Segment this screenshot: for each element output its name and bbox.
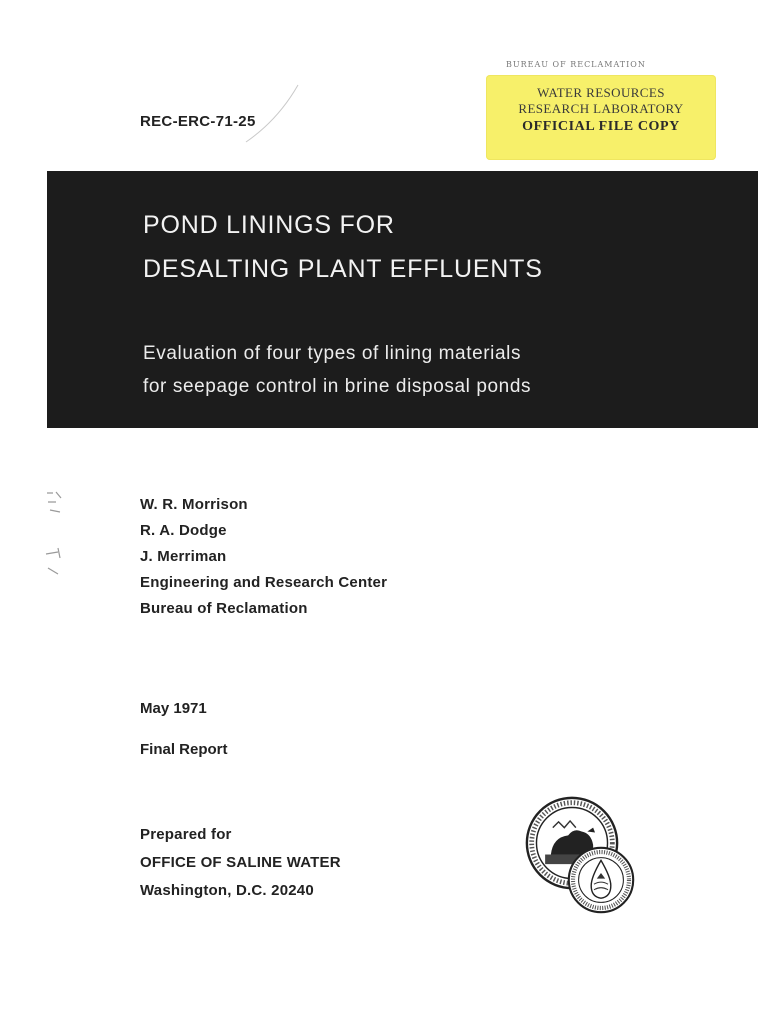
stamp-line-2: RESEARCH LABORATORY <box>518 101 684 116</box>
prepared-for-block <box>140 821 341 905</box>
title-line-2: DESALTING PLANT EFFLUENTS <box>143 255 543 283</box>
stamp-line-1: WATER RESOURCES <box>537 85 665 100</box>
report-type: Final Report <box>140 741 228 758</box>
stamp-header-text: BUREAU OF RECLAMATION <box>506 60 646 69</box>
subtitle-line-2: for seepage control in brine disposal ponds <box>143 376 532 397</box>
pen-stroke-mark <box>238 80 308 150</box>
authors-block <box>140 492 387 622</box>
prepared-for-label: Prepared for <box>140 826 232 843</box>
agency-name: OFFICE OF SALINE WATER <box>140 854 341 871</box>
official-file-copy-stamp <box>486 75 716 160</box>
agency-address: Washington, D.C. 20240 <box>140 882 314 899</box>
scan-mark <box>42 488 82 588</box>
title-banner <box>47 171 758 428</box>
organization-line: Bureau of Reclamation <box>140 600 308 617</box>
stamp-line-3: OFFICIAL FILE COPY <box>522 119 680 134</box>
report-number: REC-ERC-71-25 <box>140 113 256 130</box>
organization-line: Engineering and Research Center <box>140 574 388 591</box>
author-name: J. Merriman <box>140 548 227 565</box>
subtitle-line-1: Evaluation of four types of lining materials <box>143 343 522 364</box>
office-of-saline-water-seal-icon <box>566 845 636 915</box>
report-date: May 1971 <box>140 700 207 717</box>
author-name: R. A. Dodge <box>140 522 227 539</box>
title-line-1: POND LININGS FOR <box>143 211 395 239</box>
author-name: W. R. Morrison <box>140 496 248 513</box>
